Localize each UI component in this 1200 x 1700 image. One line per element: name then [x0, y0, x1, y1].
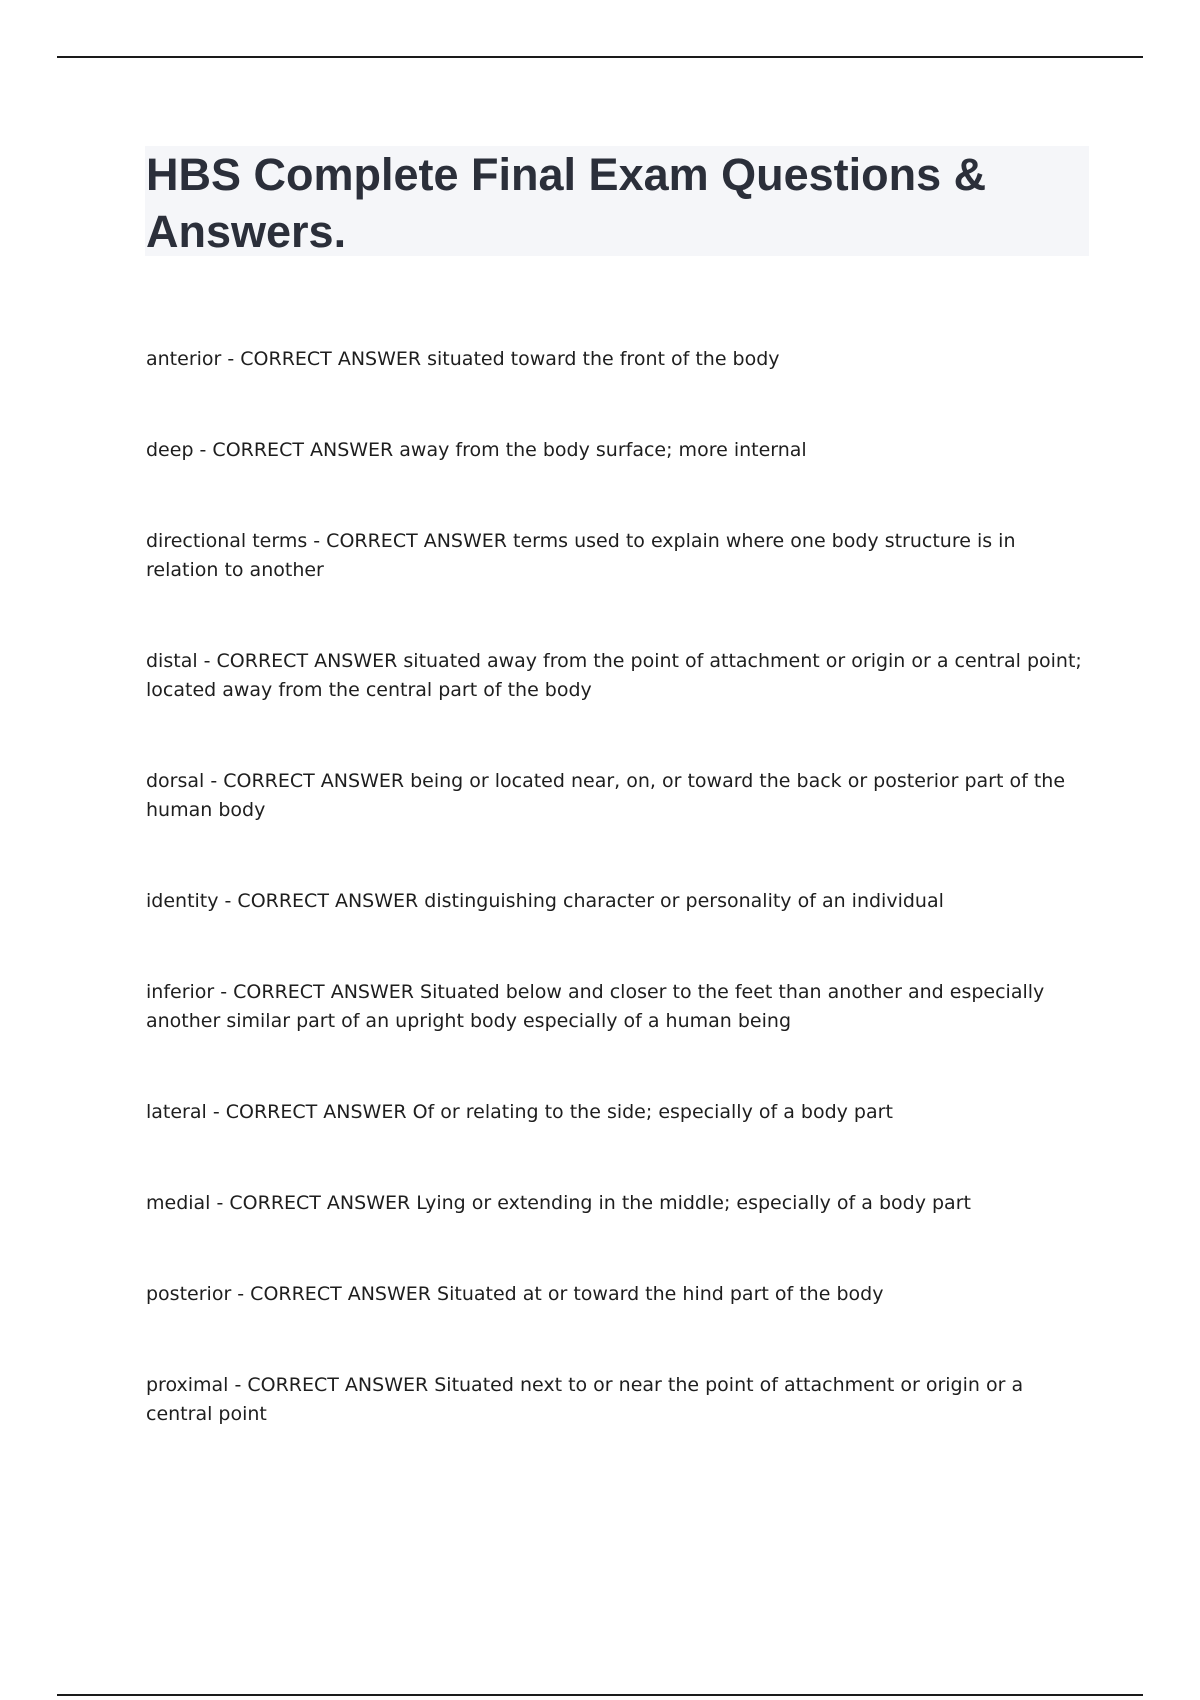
qa-entry-dorsal: dorsal - CORRECT ANSWER being or located near, on, or toward the back or posterior part of the human body — [146, 770, 1066, 821]
document-title: HBS Complete Final Exam Questions & Answers. — [146, 149, 987, 257]
qa-entry-distal: distal - CORRECT ANSWER situated away from the point of attachment or origin or a central point; located away from the central part of the body — [146, 650, 1082, 701]
bottom-divider — [57, 1694, 1143, 1696]
qa-entry-anterior: anterior - CORRECT ANSWER situated toward the front of the body — [146, 348, 780, 370]
qa-entry-lateral: lateral - CORRECT ANSWER Of or relating to the side; especially of a body part — [146, 1101, 893, 1123]
qa-entry-identity: identity - CORRECT ANSWER distinguishing character or personality of an individual — [146, 890, 944, 912]
qa-entry-directional-terms: directional terms - CORRECT ANSWER terms used to explain where one body structure is in relation to another — [146, 530, 1016, 581]
qa-entry-inferior: inferior - CORRECT ANSWER Situated below and closer to the feet than another and especially another similar part of an upright body especially of a human being — [146, 981, 1045, 1032]
qa-entry-proximal: proximal - CORRECT ANSWER Situated next to or near the point of attachment or origin or a central point — [146, 1374, 1024, 1425]
qa-entry-medial: medial - CORRECT ANSWER Lying or extending in the middle; especially of a body part — [146, 1192, 971, 1214]
qa-list — [146, 345, 1086, 1429]
qa-entry-deep: deep - CORRECT ANSWER away from the body surface; more internal — [146, 439, 807, 461]
qa-entry-posterior: posterior - CORRECT ANSWER Situated at or toward the hind part of the body — [146, 1283, 884, 1305]
top-divider — [57, 56, 1143, 58]
